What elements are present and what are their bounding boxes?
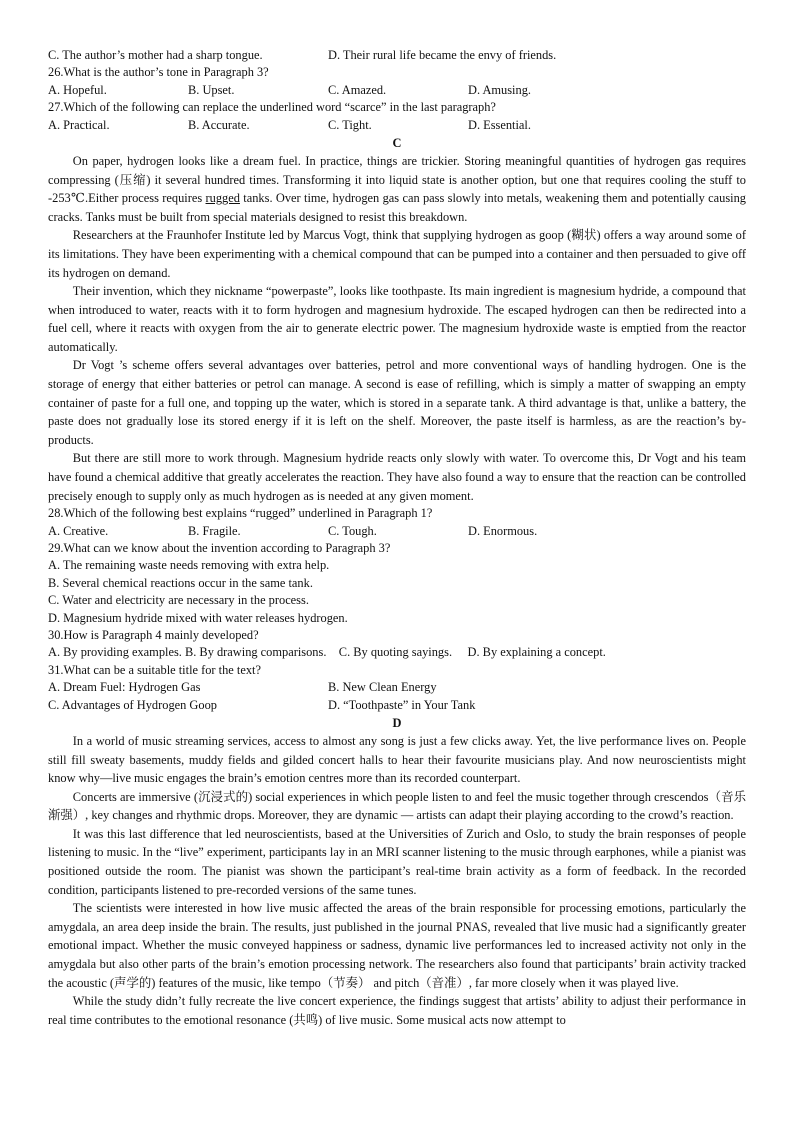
option-c: C. The author’s mother had a sharp tongue. [48, 48, 263, 62]
option-c: C. Amazed. [328, 82, 387, 97]
option-d: D. “Toothpaste” in Your Tank [328, 697, 476, 712]
question-30: 30.How is Paragraph 4 mainly developed? [48, 627, 259, 642]
passage-c-paragraph-5: But there are still more to work through. Magnesium hydride reacts only slowly with water. To overcome this, Dr Vogt and his team have found a chemical additive that greatly accelerates the reaction. They have also found a way to ensure that the reaction can be controlled precisely enough to supply only as much hydrogen as is needed at any given moment. [48, 451, 746, 503]
option-d: D. Amusing. [468, 82, 531, 97]
paragraph-text: tanks. Over time, hydrogen gas can pass slowly into metals, weakening them and potentially causing cracks. Tanks must be built from special materials designed to resist this breakdown. [48, 191, 746, 224]
exam-page [48, 47, 746, 1029]
passage-d-paragraph-5: While the study didn’t fully recreate the live concert experience, the findings suggest that artists’ ability to adjust their performance in real time contributes to the emotional resonance (共鸣) of live music. Some musical acts now attempt to [48, 994, 746, 1027]
q25-options [48, 47, 746, 64]
passage-d-paragraph-4: The scientists were interested in how live music affected the areas of the brain responsible for processing emotions, particularly the amygdala, an area deep inside the brain. The results, just published in the journal PNAS, revealed that live music had a significantly greater emotional impact. Whether the music conveyed happiness or sadness, dynamic live performances led to increased activity not only in the amygdala but also other parts of the brain’s emotion processing network. The researchers also found that participants’ brain activity tracked the acoustic (声学的) features of the music, like tempo（节奏） and pitch（音准）, far more closely when it was played live. [48, 901, 746, 990]
option-a: A. Dream Fuel: Hydrogen Gas [48, 680, 201, 695]
question-26: 26.What is the author’s tone in Paragraph 3? [48, 65, 269, 80]
passage-d-paragraph-2: Concerts are immersive (沉浸式的) social experiences in which people listen to and feel the music together through crescendos（音乐渐强）, key changes and rhythmic drops. Moreover, they are dynamic — artists can adapt their playing according to the crowd’s reaction. [48, 789, 746, 823]
paragraph-text: On paper, hydrogen looks like a dream fuel. In practice, things are trickier. Storing meaningful quantities of hydrogen gas requires compressing (压缩) it several hundred times. Transforming it into liquid state is another option, but one that requires cooling the stuff to -253℃.Either process requires [48, 153, 746, 206]
passage-c [48, 152, 746, 505]
option-b: B. Several chemical reactions occur in the same tank. [48, 575, 313, 590]
section-c-heading: C [392, 135, 402, 150]
option-c: C. Tough. [328, 523, 377, 538]
option-d: D. Essential. [468, 117, 531, 132]
q26-options [48, 82, 746, 99]
question-31: 31.What can be a suitable title for the text? [48, 662, 261, 677]
question-29: 29.What can we know about the invention according to Paragraph 3? [48, 541, 391, 556]
q27-options [48, 117, 746, 134]
option-d: D. Their rural life became the envy of friends. [328, 48, 557, 62]
question-28: 28.Which of the following best explains “rugged” underlined in Paragraph 1? [48, 506, 433, 521]
option-b: B. Fragile. [188, 523, 241, 538]
option-b: B. Upset. [188, 82, 235, 97]
option-c: C. Water and electricity are necessary in the process. [48, 593, 309, 608]
option-b: B. New Clean Energy [328, 680, 437, 695]
passage-d-paragraph-1: In a world of music streaming services, access to almost any song is just a few clicks away. Yet, the live performance lives on. People still fill sweaty basements, muddy fields and gilded concert halls to hear their favourite musicians play. And now neuroscientists might know why—live music engages the brain’s emotion centres more than its recorded counterpart. [48, 733, 746, 786]
option-d: D. Enormous. [468, 523, 538, 538]
passage-c-paragraph-2: Researchers at the Fraunhofer Institute led by Marcus Vogt, think that supplying hydrogen as goop (糊状) offers a way around some of its limitations. They have been experimenting with a chemical compound that can be pumped into a container and then persuaded to give off its hydrogen on demand. [48, 228, 746, 280]
option-b: B. Accurate. [188, 117, 250, 132]
option-d: D. Magnesium hydride mixed with water releases hydrogen. [48, 610, 348, 625]
passage-c-paragraph-3: Their invention, which they nickname “powerpaste”, looks like toothpaste. Its main ingredient is magnesium hydride, a compound that when introduced to water, reacts with it to form hydrogen and magnesium hydroxide. The escaped hydrogen can then be redirected into a fuel cell, where it reacts with oxygen from the air to generate electric power. The magnesium hydroxide waste is emptied from the reactor automatically. [48, 284, 746, 354]
passage-c-paragraph-4: Dr Vogt ’s scheme offers several advantages over batteries, petrol and more conventional ways of handling hydrogen. One is the storage of energy that either batteries or petrol can manage. A second is ease of refilling, which is simply a matter of swapping an empty container of paste for a full one, and topping up the water, which is stored in a separate tank. A third advantage is that, unlike a battery, the paste does not gradually lose its stored energy if it is left on the shelf. Moreover, the paste itself is harmless, as are the reaction’s by-products. [48, 358, 746, 447]
section-d-heading: D [392, 715, 402, 730]
question-27: 27.Which of the following can replace the underlined word “scarce” in the last paragraph? [48, 100, 496, 115]
q28-options [48, 523, 746, 540]
option-c: C. Tight. [328, 117, 372, 132]
underlined-word: rugged [205, 191, 240, 206]
q30-options: A. By providing examples. B. By drawing comparisons. C. By quoting sayings. D. By explaining a concept. [48, 645, 606, 660]
option-a: A. Practical. [48, 117, 110, 132]
passage-d [48, 732, 746, 1030]
option-a: A. The remaining waste needs removing with extra help. [48, 558, 330, 573]
q31-options-row-1 [48, 679, 746, 696]
passage-d-paragraph-3: It was this last difference that led neuroscientists, based at the Universities of Zurich and Oslo, to study the brain responses of people listening to music. In the “live” experiment, participants lay in an MRI scanner listening to the music through earphones, while a pianist was positioned outside the room. The pianist was shown the participant’s real-time brain activity as a form of feedback. In the recorded condition, participants listened to pre-recorded versions of the same tunes. [48, 826, 746, 897]
passage-c-paragraph-1 [48, 152, 746, 226]
q31-options-row-2 [48, 697, 746, 714]
option-a: A. Hopeful. [48, 82, 107, 97]
option-c: C. Advantages of Hydrogen Goop [48, 697, 217, 712]
option-a: A. Creative. [48, 523, 109, 538]
